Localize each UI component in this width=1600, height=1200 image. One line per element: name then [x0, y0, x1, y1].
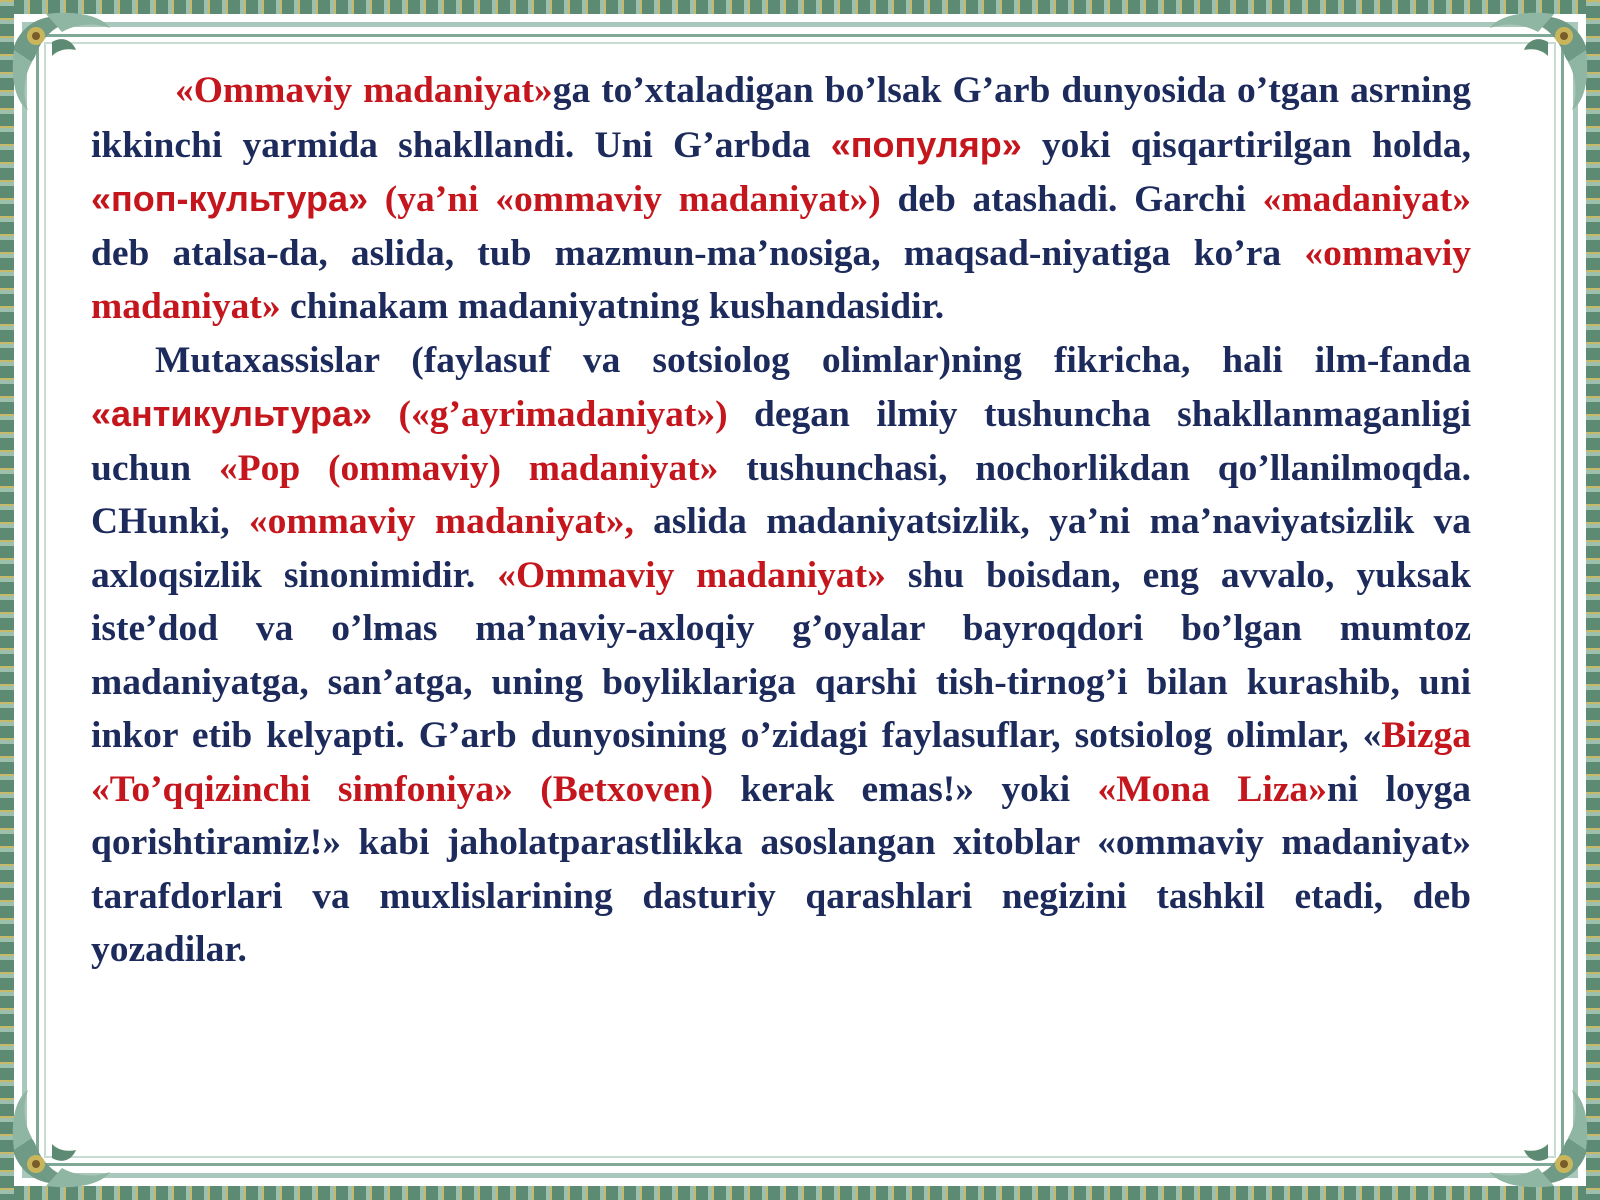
text-segment: «Ommaviy madaniyat» — [497, 554, 886, 596]
text-segment: «Ommaviy madaniyat» — [175, 70, 553, 111]
text-segment: deb atashadi. Garchi — [880, 179, 1263, 220]
frame-band-left — [0, 0, 14, 1200]
text-segment: «ommaviy madaniyat», — [248, 501, 634, 542]
frame-band-bottom — [0, 1186, 1600, 1200]
text-segment: shu boisdan, eng avvalo, yuksak iste’dod va o’lmas ma’naviy-axloqiy g’oyalar bayroqdori bo’lgan mumtoz madaniyatga, san’atga, uning boyliklariga qarshi tish-tirnog’i bilan kurashib, uni inkor etib kelyapti. G’arb dunyosining o’zidagi faylasuflar, sotsiolog olimlar, « — [91, 554, 1471, 756]
text-segment: aslida madaniyatsizlik, ya’ni ma’naviyatsizlik va axloqsizlik sinonimidir. — [91, 501, 1471, 596]
text-segment: Bizga «To’qqizinchi simfoniya» (Betxoven) — [91, 715, 1471, 810]
text-segment: deb atalsa-da, aslida, tub mazmun-ma’nosiga, maqsad-niyatiga ko’ra — [91, 232, 1305, 274]
paragraph-1 — [91, 64, 1471, 334]
text-segment: (ya’ni «ommaviy madaniyat») — [368, 179, 881, 220]
text-segment: «ommaviy madaniyat» — [91, 232, 1471, 327]
text-segment: yoki qisqartirilgan holda, — [1021, 124, 1471, 166]
text-segment: ga to’xtaladigan bo’lsak G’arb dunyosida o’tgan asrning ikkinchi yarmida shakllandi. Uni G’arbda — [91, 70, 1472, 166]
text-segment: kerak emas!» yoki — [713, 768, 1098, 810]
text-segment: «Mona Liza» — [1097, 768, 1327, 810]
text-segment: «антикультура» — [91, 393, 373, 434]
text-segment: degan ilmiy tushuncha shakllanmaganligi uchun — [91, 394, 1472, 489]
text-segment: «madaniyat» — [1262, 179, 1471, 220]
text-segment: tushunchasi, nochorlikdan qo’llanilmoqda. CHunki, — [91, 447, 1471, 542]
text-segment: «популяр» — [830, 123, 1022, 165]
text-segment: («g’ayrimadaniyat») — [372, 394, 728, 435]
text-segment: Mutaxassislar (faylasuf va sotsiolog olimlar)ning fikricha, hali ilm-fanda — [155, 339, 1471, 381]
text-segment: «поп-культура» — [91, 178, 368, 219]
frame-band-right — [1586, 0, 1600, 1200]
paragraph-2 — [91, 334, 1471, 977]
corner-ornament-icon — [6, 1084, 116, 1194]
body-text — [91, 64, 1471, 977]
text-segment: chinakam madaniyatning kushandasidir. — [280, 286, 945, 327]
corner-ornament-icon — [1484, 1084, 1594, 1194]
corner-ornament-icon — [1484, 6, 1594, 116]
text-segment: ni loyga qorishtiramiz!» kabi jaholatparastlikka asoslangan xitoblar «ommaviy madaniyat» tarafdorlari va muxlislarining dasturiy qarashlari negizini tashkil etadi, deb yozadilar. — [91, 768, 1471, 970]
frame-band-top — [0, 0, 1600, 14]
text-segment: «Pop (ommaviy) madaniyat» — [218, 447, 719, 489]
